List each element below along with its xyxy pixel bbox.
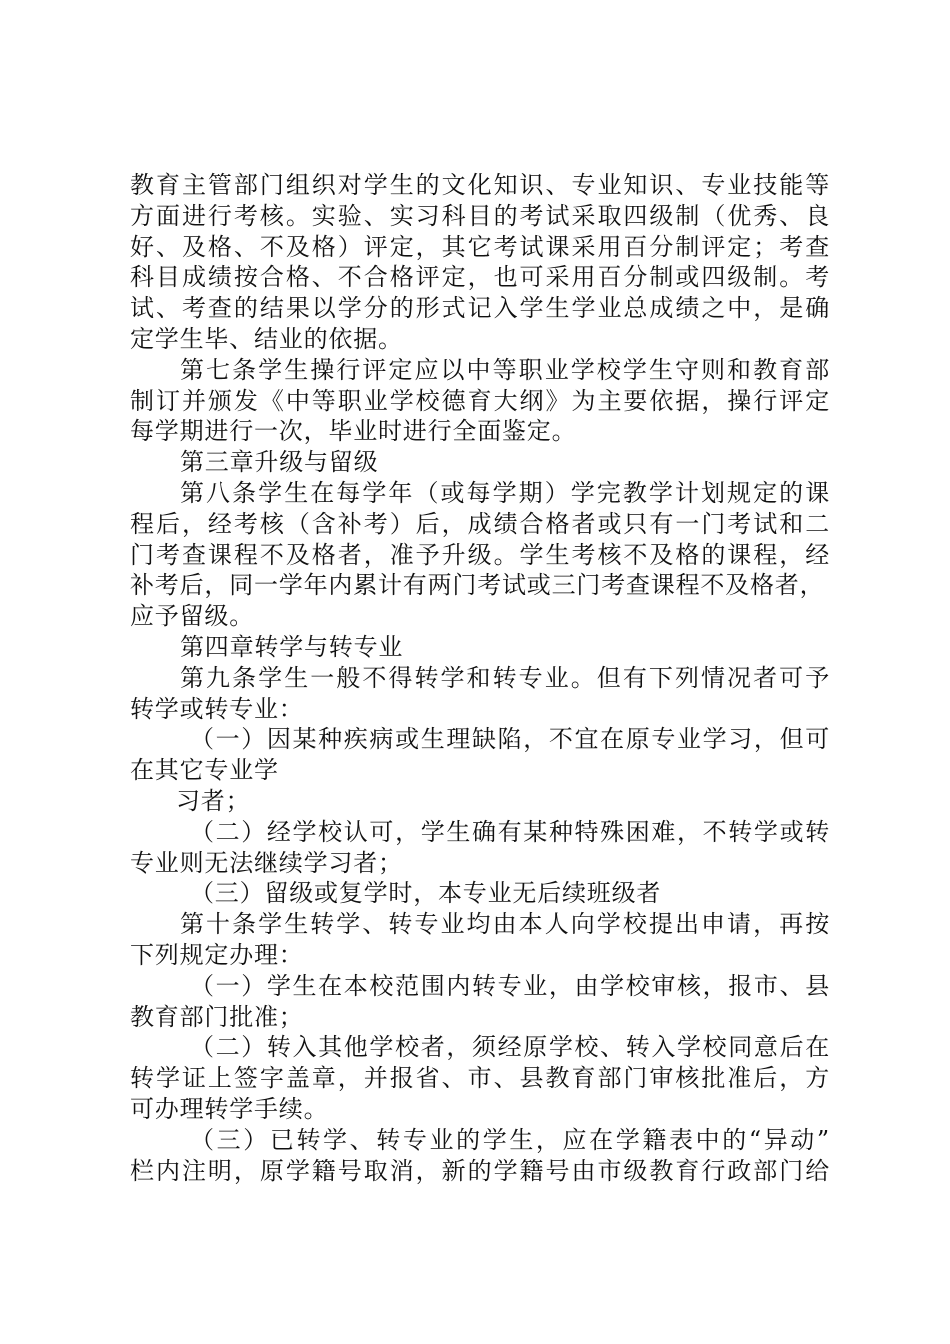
text-line: 定学生毕、结业的依据。 <box>130 324 403 353</box>
chapter-heading: 第三章升级与留级 <box>180 448 379 477</box>
text-line: 转学或转专业： <box>130 694 304 723</box>
chapter-heading: 第四章转学与转专业 <box>180 632 404 661</box>
document-body <box>130 170 830 1186</box>
text-line: 教育主管部门组织对学生的文化知识、专业知识、专业技能等 <box>130 171 830 199</box>
text-line: 可办理转学手续。 <box>130 1094 329 1123</box>
article-heading-line: 第九条学生一般不得转学和转专业。但有下列情况者可予 <box>180 663 830 692</box>
text-line: 应予留级。 <box>130 602 254 631</box>
text-line: 补考后，同一学年内累计有两门考试或三门考查课程不及格者， <box>130 571 825 600</box>
article-heading-line: 第八条学生在每学年（或每学期）学完教学计划规定的课 <box>180 478 830 507</box>
text-line: 科目成绩按合格、不合格评定，也可采用百分制或四级制。考 <box>130 263 830 292</box>
text-line: 方面进行考核。实验、实习科目的考试采取四级制（优秀、良 <box>130 201 830 230</box>
article-heading-line: 第十条学生转学、转专业均由本人向学校提出申请，再按 <box>180 910 830 939</box>
list-item-line: （二）转入其他学校者，须经原学校、转入学校同意后在 <box>190 1033 830 1062</box>
text-line: 下列规定办理： <box>130 940 304 969</box>
text-line: 每学期进行一次，毕业时进行全面鉴定。 <box>130 417 577 446</box>
text-line: 门考查课程不及格者，准予升级。学生考核不及格的课程，经 <box>130 540 830 569</box>
list-item-line: （三）已转学、转专业的学生，应在学籍表中的“异动” <box>190 1125 830 1154</box>
text-line: 制订并颁发《中等职业学校德育大纲》为主要依据，操行评定 <box>130 386 830 415</box>
text-line: 在其它专业学 <box>130 756 279 785</box>
text-line: 好、及格、不及格）评定，其它考试课采用百分制评定；考查 <box>130 232 830 261</box>
text-line: 试、考查的结果以学分的形式记入学生学业总成绩之中，是确 <box>130 294 830 323</box>
text-line: 栏内注明，原学籍号取消，新的学籍号由市级教育行政部门给 <box>130 1156 830 1185</box>
text-line: 转学证上签字盖章，并报省、市、县教育部门审核批准后，方 <box>130 1064 830 1093</box>
text-line: 专业则无法继续学习者； <box>130 848 403 877</box>
text-line: 习者； <box>176 786 251 815</box>
list-item-line: （二）经学校认可，学生确有某种特殊困难，不转学或转 <box>190 817 830 846</box>
text-line: 程后，经考核（含补考）后，成绩合格者或只有一门考试和二 <box>130 509 830 538</box>
article-heading-line: 第七条学生操行评定应以中等职业学校学生守则和教育部 <box>180 355 830 384</box>
list-item-line: （一）学生在本校范围内转专业，由学校审核，报市、县 <box>190 971 830 1000</box>
list-item-line: （三）留级或复学时，本专业无后续班级者 <box>190 879 662 908</box>
text-line: 教育部门批准； <box>130 1002 304 1031</box>
list-item-line: （一）因某种疾病或生理缺陷，不宜在原专业学习，但可 <box>190 725 830 754</box>
